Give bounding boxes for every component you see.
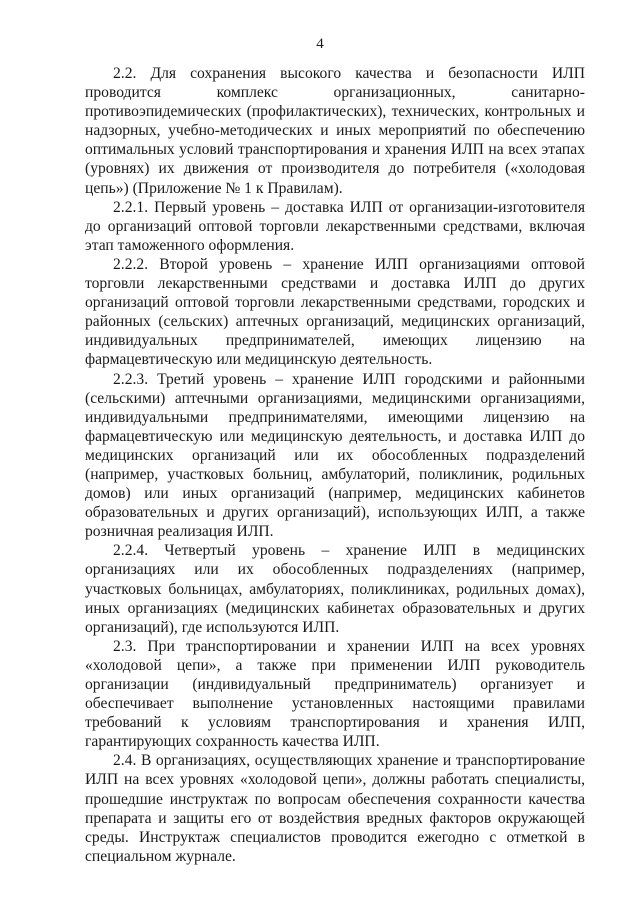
paragraph-2-2-2: 2.2.2. Второй уровень – хранение ИЛП организациями оптовой торговли лекарственными средствами и доставка ИЛП до других организаций оптовой торговли лекарственными средствами, городских и районных (сельских) аптечных организаций, медицинских организаций, индивидуальных предпринимателей, имеющих лицензию на фармацевтическую или медицинскую деятельность. [85, 255, 585, 369]
document-body [85, 64, 585, 866]
paragraph-2-2: 2.2. Для сохранения высокого качества и безопасности ИЛП проводится комплекс организационных, санитарно-противоэпидемических (профилактических), технических, контрольных и надзорных, учебно-методических и иных мероприятий по обеспечению оптимальных условий транспортирования и хранения ИЛП на всех этапах (уровнях) их движения от производителя до потребителя («холодовая цепь») (Приложение № 1 к Правилам). [85, 65, 585, 197]
paragraph-2-2-4: 2.2.4. Четвертый уровень – хранение ИЛП в медицинских организациях или их обособленных подразделениях (например, участковых больницах, амбулаториях, поликлиниках, родильных домах), иных организациях (медицинских кабинетах образовательных и других организаций), где используются ИЛП. [85, 542, 585, 636]
paragraph-2-2-3: 2.2.3. Третий уровень – хранение ИЛП городскими и районными (сельскими) аптечными организациями, медицинскими организациями, индивидуальными предпринимателями, имеющими лицензию на фармацевтическую или медицинскую деятельность, и доставка ИЛП до медицинских организаций или их обособленных подразделений (например, участковых больниц, амбулаторий, поликлиник, родильных домов) или иных организаций (например, медицинских кабинетов образовательных и других организаций), использующих ИЛП, а также розничная реализация ИЛП. [85, 370, 585, 541]
paragraph-2-3: 2.3. При транспортировании и хранении ИЛП на всех уровнях «холодовой цепи», а также при применении ИЛП руководитель организации (индивидуальный предприниматель) организует и обеспечивает выполнение установленных настоящими правилами требований к условиям транспортирования и хранения ИЛП, гарантирующих сохранность качества ИЛП. [85, 637, 585, 751]
paragraph-2-2-1: 2.2.1. Первый уровень – доставка ИЛП от организации-изготовителя до организаций оптовой торговли лекарственными средствами, включая этап таможенного оформления. [85, 198, 585, 254]
page-number: 4 [316, 36, 324, 52]
paragraph-2-4: 2.4. В организациях, осуществляющих хранение и транспортирование ИЛП на всех уровнях «холодовой цепи», должны работать специалисты, прошедшие инструктаж по вопросам обеспечения сохранности качества препарата и защиты его от воздействия вредных факторов окружающей среды. Инструктаж специалистов проводится ежегодно с отметкой в специальном журнале. [85, 752, 585, 865]
